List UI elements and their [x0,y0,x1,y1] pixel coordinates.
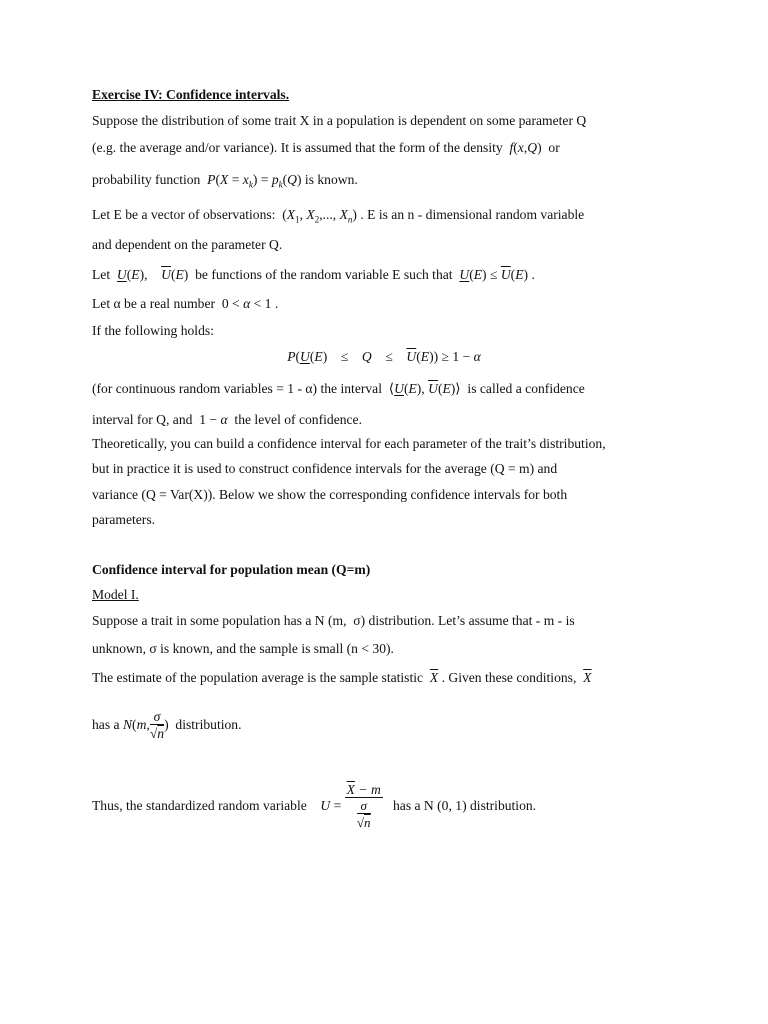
paragraph-line: variance (Q = Var(X)). Below we show the corresponding confidence intervals for both [92,487,568,502]
paragraph-line: unknown, σ is known, and the sample is small (n < 30). [92,641,394,656]
paragraph-line: interval for Q, and 1 − α the level of confidence. [92,412,362,427]
density-formula: f [509,140,514,155]
exercise-title: Exercise IV: Confidence intervals. [92,87,290,102]
paragraph-line: Let α be a real number 0 < α < 1 . [92,296,279,311]
paragraph-line: If the following holds: [92,323,214,338]
paragraph-line: but in practice it is used to construct confidence intervals for the average (Q = m) and [92,461,558,476]
paragraph-line: Theoretically, you can build a confidence interval for each parameter of the trait’s distribution, [92,436,606,451]
paragraph-line: parameters. [92,512,156,527]
paragraph-line: has a N(m, $\frac{\sigma}{√n}$ ) distribution. [92,709,242,742]
observation-vector: ($X_1$, $X_2$,..., $X_n$) [282,207,357,225]
paragraph-line: Suppose the distribution of some trait X in a population is dependent on some parameter Q [92,113,587,128]
model-label: Model I. [92,587,139,602]
paragraph-line: Let U(E), $\overline{U}(E)$ be functions of the random variable E such that $U(E) \le \overline{U}(E)$ . [92,267,535,282]
confidence-inequality: P(U(E) ≤ Q ≤ $\overline{U}(E)) \ge 1 - \alpha$ [287,349,481,364]
paragraph-line: Thus, the standardized random variable U = $\frac{\overline{X} - m}{\frac{\sigma}{√n}}$ has a N (0, 1) distribution. [92,782,537,831]
paragraph-line: (for continuous random variables = 1 - α) the interval ⟨U(E), $\overline{U}(E)⟩$ is called a confidence [92,381,585,396]
paragraph-line: probability function $P(X = x_k) = p_k(Q)$ is known. [92,172,358,190]
paragraph-line: and dependent on the parameter Q. [92,237,283,252]
probability-formula: P [207,172,216,187]
standardized-variable-formula: U = $\frac{\overline{X} - m}{\frac{\sigma}{√n}}$ [320,782,381,831]
interval-formula: ⟨U(E), $\overline{U}(E)⟩$ [388,381,461,396]
sigma-over-sqrt-n: $\frac{\sigma}{√n}$ [149,709,165,742]
paragraph-line: (e.g. the average and/or variance). It is assumed that the form of the density f(x,Q) or [92,140,560,155]
paragraph-line: Let E be a vector of observations: ($X_1$, $X_2$,..., $X_n$) . E is an n - dimensional random variable [92,207,585,225]
paragraph-line: Suppose a trait in some population has a N (m, σ) distribution. Let’s assume that - m - is [92,613,575,628]
paragraph-line: The estimate of the population average is the sample statistic $\overline{X}$ . Given these conditions, $\overline{X}$ [92,670,592,685]
section-heading: Confidence interval for population mean (Q=m) [92,562,371,577]
